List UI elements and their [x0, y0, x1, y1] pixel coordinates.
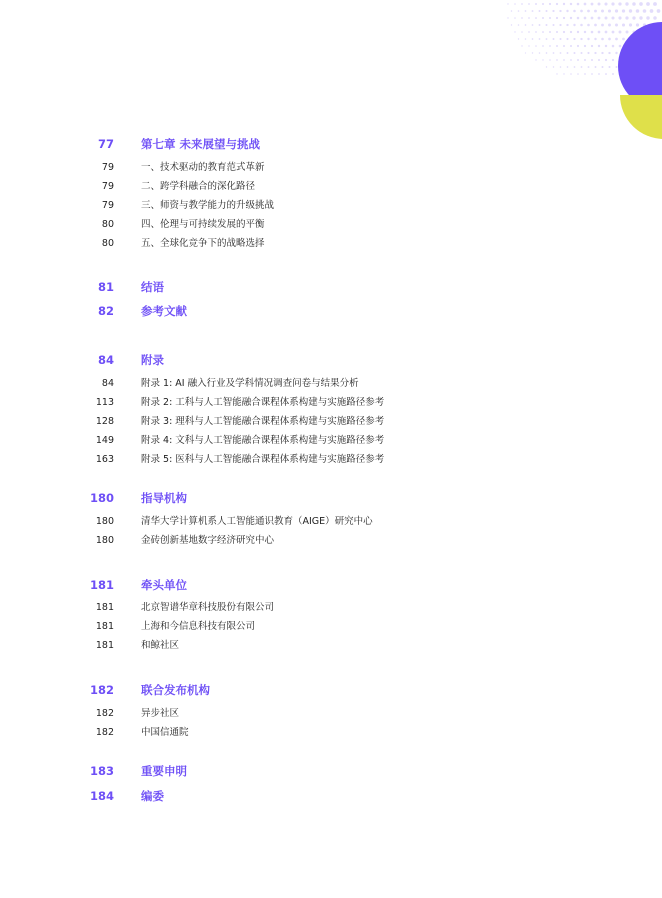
- toc-page-number: 77: [97, 137, 114, 151]
- toc-entry-row[interactable]: [0, 617, 662, 637]
- toc-title: 上海和今信息科技有限公司: [141, 621, 256, 632]
- toc-title: 清华大学计算机系人工智能通识教育（AIGE）研究中心: [141, 516, 373, 527]
- toc-section-row[interactable]: [0, 786, 662, 806]
- toc-page-number: 128: [95, 416, 114, 427]
- toc-title: 结语: [141, 280, 164, 294]
- toc-section-row[interactable]: [0, 350, 662, 370]
- toc-section-row[interactable]: [0, 134, 662, 154]
- toc-entry-row[interactable]: [0, 158, 662, 178]
- toc-title: 二、跨学科融合的深化路径: [141, 181, 256, 192]
- toc-page-number: 183: [89, 764, 114, 778]
- toc-entry-row[interactable]: [0, 196, 662, 216]
- toc-page-number: 80: [101, 219, 114, 230]
- toc-page-number: 184: [89, 789, 114, 803]
- toc-page-number: 79: [101, 181, 114, 192]
- toc-page-number: 163: [95, 454, 114, 465]
- toc-title: 附录: [141, 353, 164, 367]
- toc-entry-row[interactable]: [0, 412, 662, 432]
- toc-title: 北京智谱华章科技股份有限公司: [141, 602, 275, 613]
- toc-entry-row[interactable]: [0, 450, 662, 470]
- toc-page-number: 81: [97, 280, 114, 294]
- toc-section-row[interactable]: [0, 761, 662, 781]
- toc-section-row[interactable]: [0, 575, 662, 595]
- toc-page-number: 182: [95, 708, 114, 719]
- toc-title: 异步社区: [141, 708, 180, 719]
- toc-title: 指导机构: [141, 491, 187, 505]
- toc-page-number: 181: [89, 578, 114, 592]
- toc-title: 三、师资与教学能力的升级挑战: [141, 200, 275, 211]
- toc-entry-row[interactable]: [0, 512, 662, 532]
- toc-section-row[interactable]: [0, 680, 662, 700]
- toc-title: 编委: [141, 789, 164, 803]
- toc-page-number: 82: [97, 304, 114, 318]
- toc-title: 联合发布机构: [141, 683, 210, 697]
- toc-title: 附录 5: 医科与人工智能融合课程体系构建与实施路径参考: [141, 454, 385, 465]
- toc-page-number: 80: [101, 238, 114, 249]
- toc-page-number: 149: [95, 435, 114, 446]
- toc-title: 一、技术驱动的教育范式革新: [141, 162, 265, 173]
- toc-title: 重要申明: [141, 764, 187, 778]
- toc-entry-row[interactable]: [0, 598, 662, 618]
- toc-title: 附录 3: 理科与人工智能融合课程体系构建与实施路径参考: [141, 416, 385, 427]
- toc-title: 四、伦理与可持续发展的平衡: [141, 219, 265, 230]
- toc-entry-row[interactable]: [0, 723, 662, 743]
- toc-entry-row[interactable]: [0, 234, 662, 254]
- toc-page-number: 181: [95, 640, 114, 651]
- toc-page-number: 113: [95, 397, 114, 408]
- toc-title: 五、全球化竞争下的战略选择: [141, 238, 265, 249]
- toc-entry-row[interactable]: [0, 393, 662, 413]
- toc-page-number: 180: [95, 535, 114, 546]
- toc-page-number: 182: [89, 683, 114, 697]
- toc-title: 附录 4: 文科与人工智能融合课程体系构建与实施路径参考: [141, 435, 385, 446]
- toc-page-number: 84: [101, 378, 114, 389]
- toc-entry-row[interactable]: [0, 531, 662, 551]
- toc-page-number: 79: [101, 162, 114, 173]
- toc-page-number: 182: [95, 727, 114, 738]
- toc-page-number: 79: [101, 200, 114, 211]
- toc-page-number: 180: [89, 491, 114, 505]
- toc-entry-row[interactable]: [0, 215, 662, 235]
- toc-title: 牵头单位: [141, 578, 187, 592]
- toc-entry-row[interactable]: [0, 636, 662, 656]
- toc-entry-row[interactable]: [0, 177, 662, 197]
- toc-title: 附录 2: 工科与人工智能融合课程体系构建与实施路径参考: [141, 397, 385, 408]
- toc-title: 中国信通院: [141, 727, 189, 738]
- toc-page-number: 181: [95, 621, 114, 632]
- toc-entry-row[interactable]: [0, 374, 662, 394]
- toc-title: 附录 1: AI 融入行业及学科情况调查问卷与结果分析: [141, 378, 359, 389]
- toc-title: 金砖创新基地数字经济研究中心: [141, 535, 275, 546]
- toc-page-number: 84: [97, 353, 114, 367]
- toc-section-row[interactable]: [0, 488, 662, 508]
- toc-title: 和鲸社区: [141, 640, 180, 651]
- toc-entry-row[interactable]: [0, 431, 662, 451]
- toc-page-number: 181: [95, 602, 114, 613]
- toc-title: 第七章 未来展望与挑战: [141, 137, 261, 151]
- toc-section-row[interactable]: [0, 277, 662, 297]
- toc-section-row[interactable]: [0, 301, 662, 321]
- toc-page-number: 180: [95, 516, 114, 527]
- toc-title: 参考文献: [141, 304, 187, 318]
- toc-entry-row[interactable]: [0, 704, 662, 724]
